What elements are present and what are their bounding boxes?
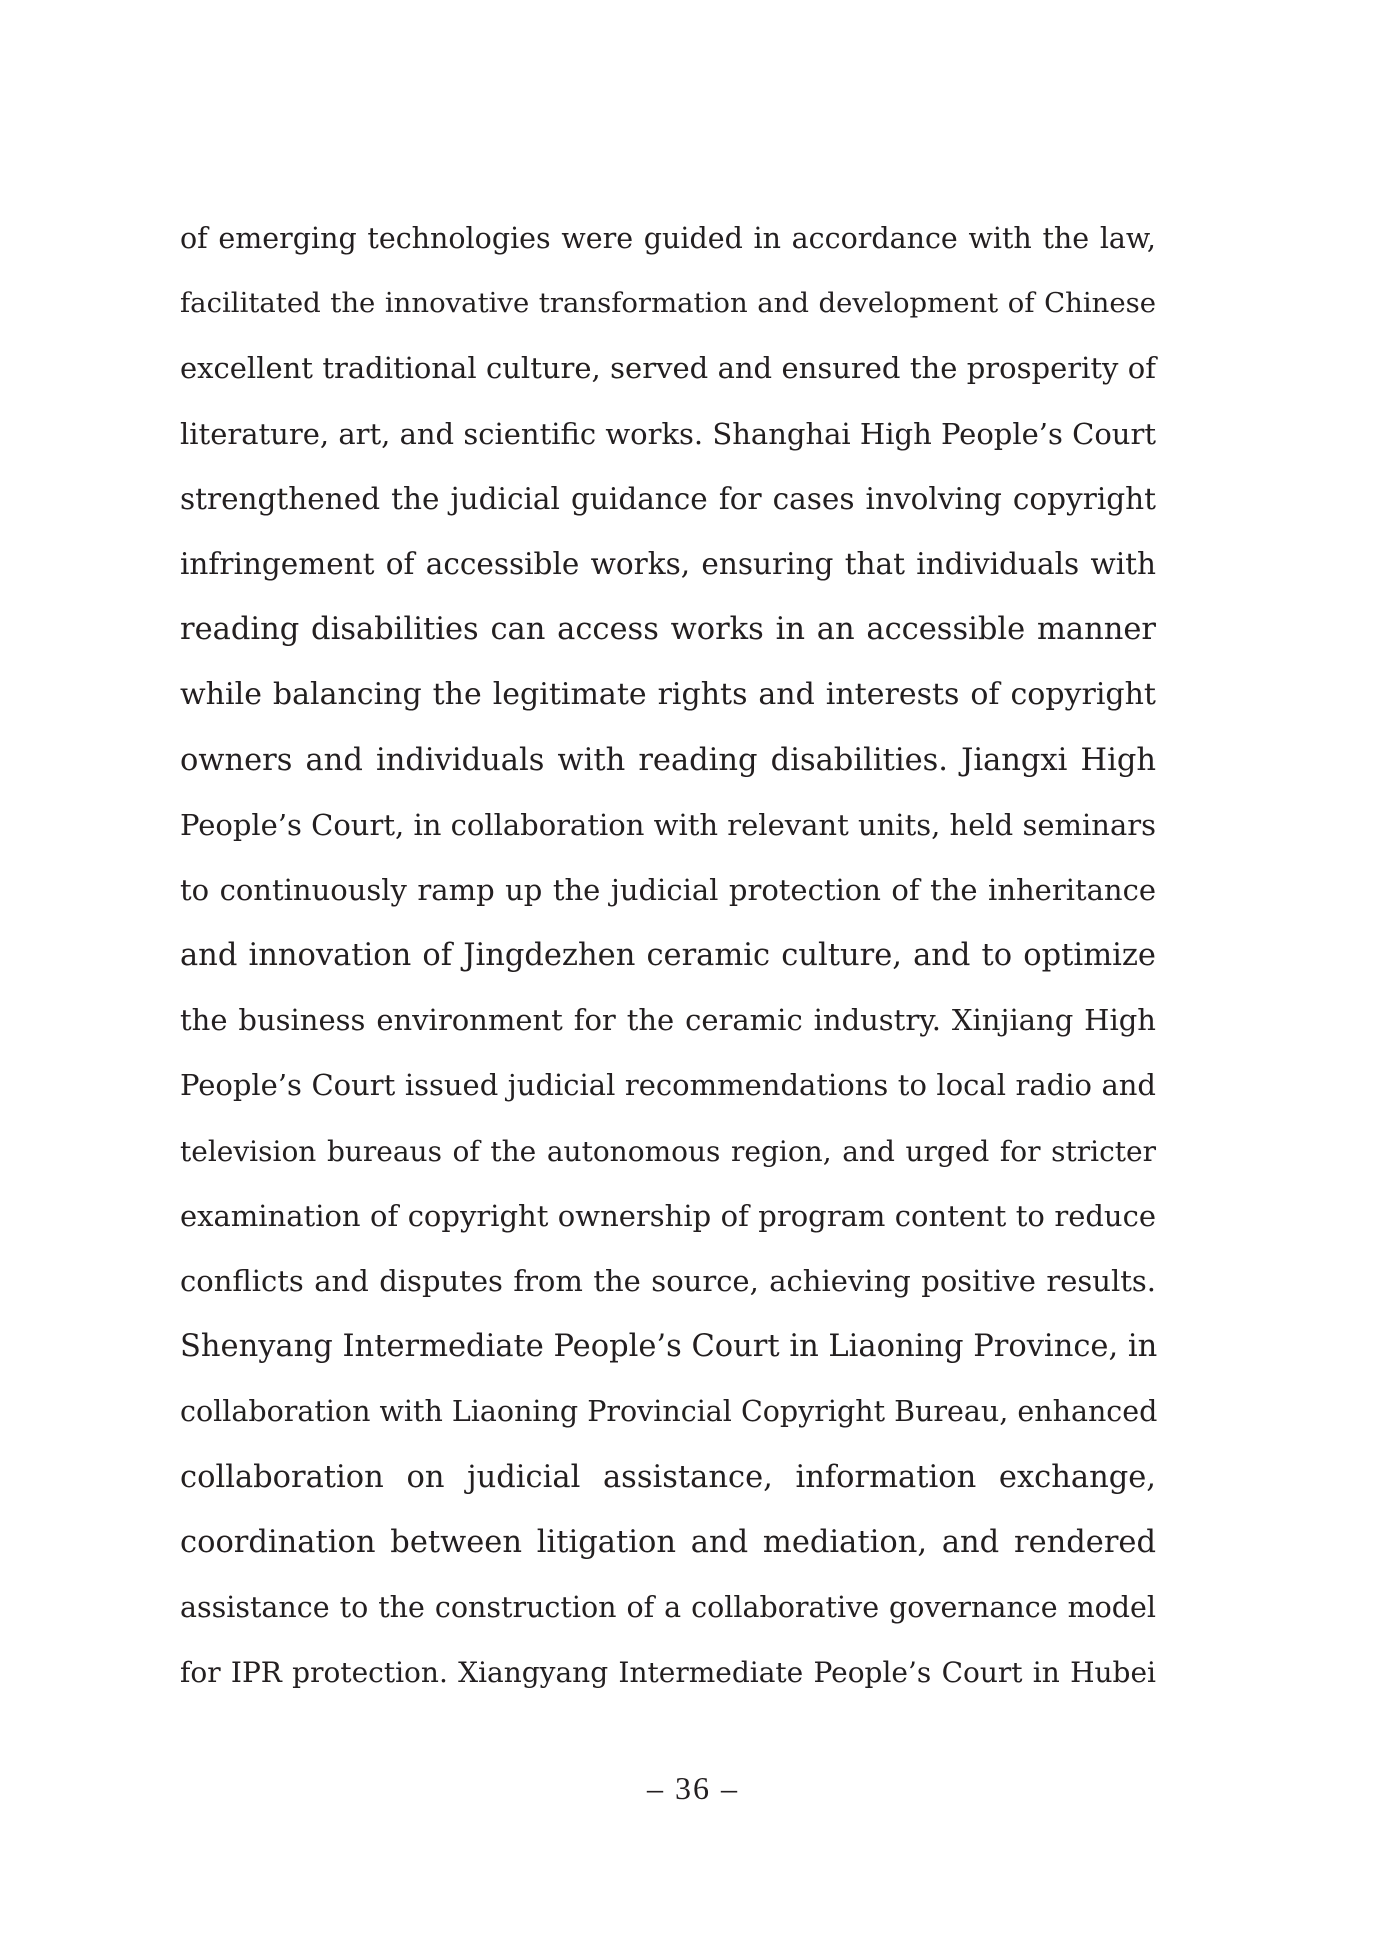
text-line-17: conflicts and disputes from the source, achieving positive results. (180, 1264, 1156, 1298)
text-line-3: excellent traditional culture, served and ensured the prosperity of (180, 351, 1156, 386)
text-line-11: to continuously ramp up the judicial protection of the inheritance (180, 872, 1156, 907)
text-line-1: of emerging technologies were guided in accordance with the law, (180, 222, 1156, 255)
page-number: – 36 – (647, 1770, 739, 1806)
text-line-19: collaboration with Liaoning Provincial Copyright Bureau, enhanced (180, 1395, 1158, 1429)
text-line-14: People’s Court issued judicial recommendations to local radio and (180, 1068, 1156, 1103)
text-line-23: for IPR protection. Xiangyang Intermediate People’s Court in Hubei (180, 1656, 1156, 1690)
text-line-20: collaboration on judicial assistance, information exchange, (180, 1459, 1156, 1495)
text-line-7: reading disabilities can access works in an accessible manner (180, 612, 1156, 648)
text-line-15: television bureaus of the autonomous region, and urged for stricter (180, 1134, 1156, 1168)
body-paragraph (180, 206, 1156, 1705)
text-line-16: examination of copyright ownership of program content to reduce (180, 1198, 1156, 1233)
text-line-4: literature, art, and scientific works. Shanghai High People’s Court (180, 416, 1156, 451)
text-line-9: owners and individuals with reading disabilities. Jiangxi High (180, 742, 1156, 778)
text-line-10: People’s Court, in collaboration with relevant units, held seminars (180, 807, 1156, 842)
text-line-2: facilitated the innovative transformation and development of Chinese (180, 287, 1156, 320)
text-line-13: the business environment for the ceramic industry. Xinjiang High (180, 1003, 1156, 1038)
text-line-6: infringement of accessible works, ensuring that individuals with (180, 546, 1156, 581)
text-line-5: strengthened the judicial guidance for cases involving copyright (180, 481, 1156, 516)
text-line-22: assistance to the construction of a collaborative governance model (180, 1590, 1156, 1624)
text-line-18: Shenyang Intermediate People’s Court in Liaoning Province, in (180, 1329, 1158, 1365)
text-line-12: and innovation of Jingdezhen ceramic culture, and to optimize (180, 938, 1156, 974)
text-line-8: while balancing the legitimate rights and interests of copyright (180, 677, 1156, 713)
text-line-21: coordination between litigation and mediation, and rendered (180, 1524, 1156, 1560)
